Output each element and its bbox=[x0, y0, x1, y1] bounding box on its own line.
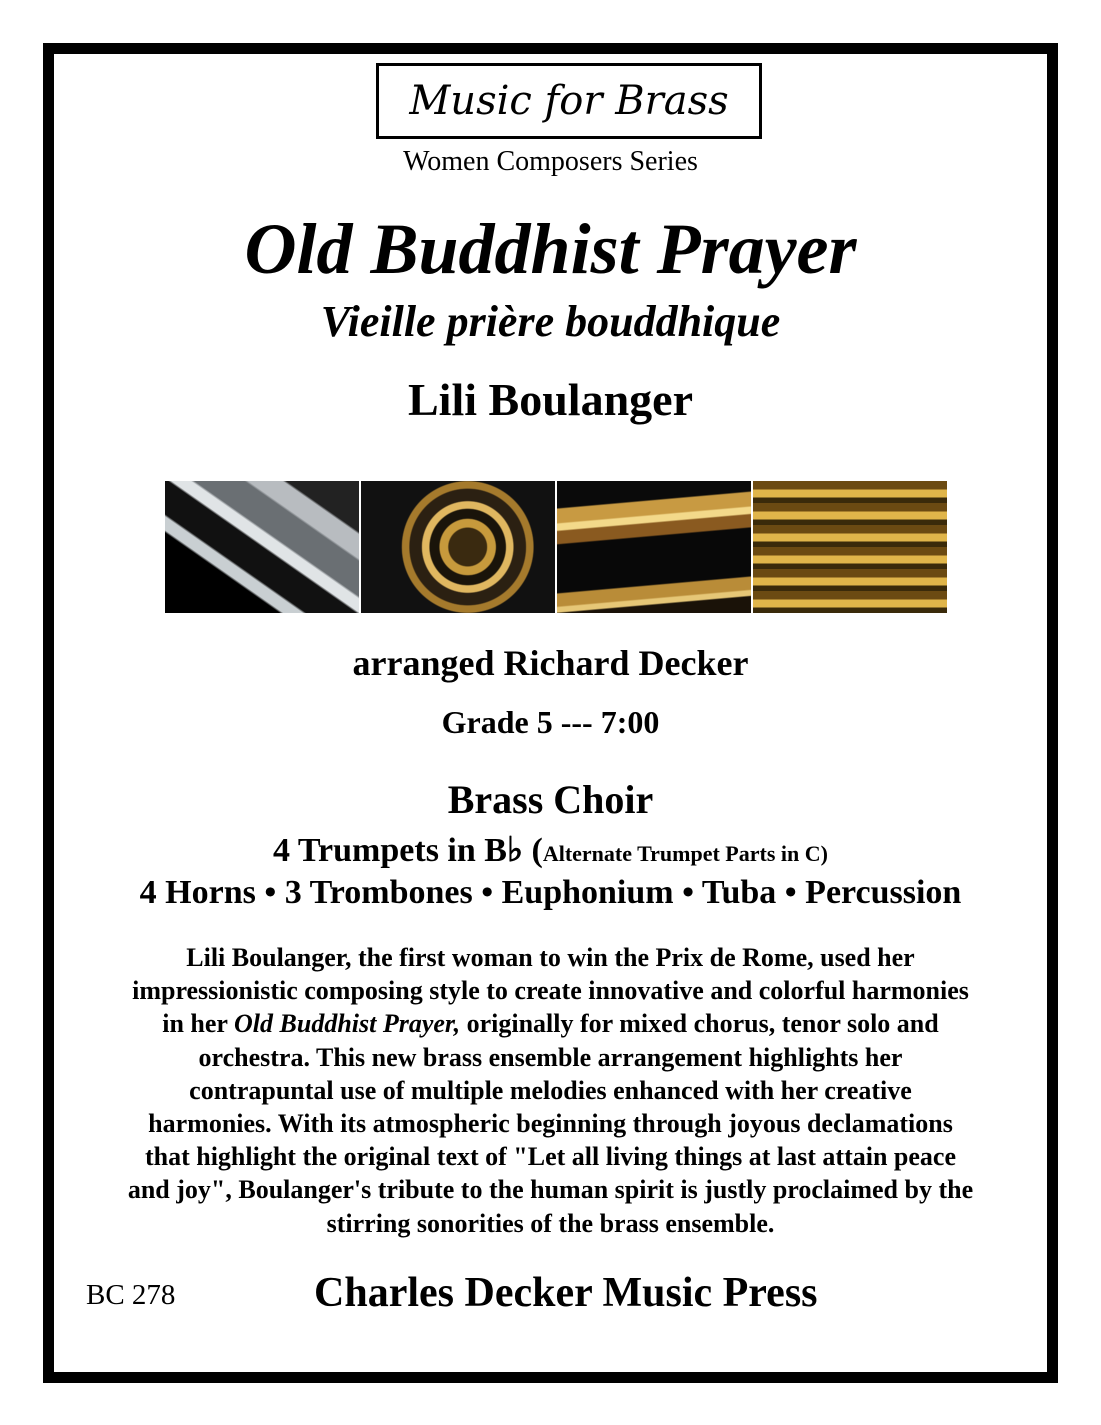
description-line bbox=[60, 1007, 1041, 1040]
catalog-number: BC 278 bbox=[86, 1279, 176, 1311]
description-line: impressionistic composing style to create innovative and colorful harmonies bbox=[132, 976, 969, 1006]
description-line: Lili Boulanger, the first woman to win the Prix de Rome, used her bbox=[186, 943, 915, 972]
trumpets: 4 Trumpets in B♭ ( bbox=[273, 832, 543, 869]
description-line: stirring sonorities of the brass ensemble. bbox=[326, 1208, 775, 1238]
work-title-italic: Old Buddhist Prayer, bbox=[234, 1009, 461, 1039]
trumpet-note: Alternate Trumpet Parts in C) bbox=[542, 841, 828, 866]
description bbox=[60, 941, 1041, 1240]
publisher: Charles Decker Music Press bbox=[314, 1270, 818, 1316]
text: in her bbox=[162, 1009, 235, 1039]
description-line: that highlight the original text of "Let all living things at last attain peace bbox=[144, 1142, 957, 1172]
description-line: harmonies. With its atmospheric beginning through joyous declamations bbox=[148, 1109, 953, 1139]
text: originally for mixed chorus, tenor solo and bbox=[460, 1009, 939, 1039]
subtitle: Vieille prière bouddhique bbox=[320, 297, 781, 346]
description-line: contrapuntal use of multiple melodies enhanced with her creative bbox=[189, 1075, 912, 1105]
tuba-photo bbox=[753, 481, 947, 613]
series-logo: Music for Brass bbox=[376, 63, 762, 139]
instrument-photo-strip bbox=[165, 481, 947, 613]
horn-photo bbox=[361, 481, 555, 613]
trombone-photo bbox=[557, 481, 751, 613]
instrumentation: 4 Horns • 3 Trombones • Euphonium • Tuba • Percussion bbox=[139, 874, 962, 911]
trumpet-photo bbox=[165, 481, 359, 613]
composer: Lili Boulanger bbox=[408, 374, 693, 425]
series-name: Women Composers Series bbox=[403, 146, 698, 177]
arranger: arranged Richard Decker bbox=[352, 643, 749, 683]
description-line: orchestra. This new brass ensemble arrangement highlights her bbox=[198, 1042, 903, 1072]
page-title: Old Buddhist Prayer bbox=[244, 209, 857, 289]
ensemble-name: Brass Choir bbox=[447, 777, 654, 822]
grade-duration: Grade 5 --- 7:00 bbox=[441, 704, 660, 740]
trumpet-instrumentation bbox=[0, 830, 1101, 870]
description-line: and joy", Boulanger's tribute to the human spirit is justly proclaimed by the bbox=[127, 1175, 974, 1205]
